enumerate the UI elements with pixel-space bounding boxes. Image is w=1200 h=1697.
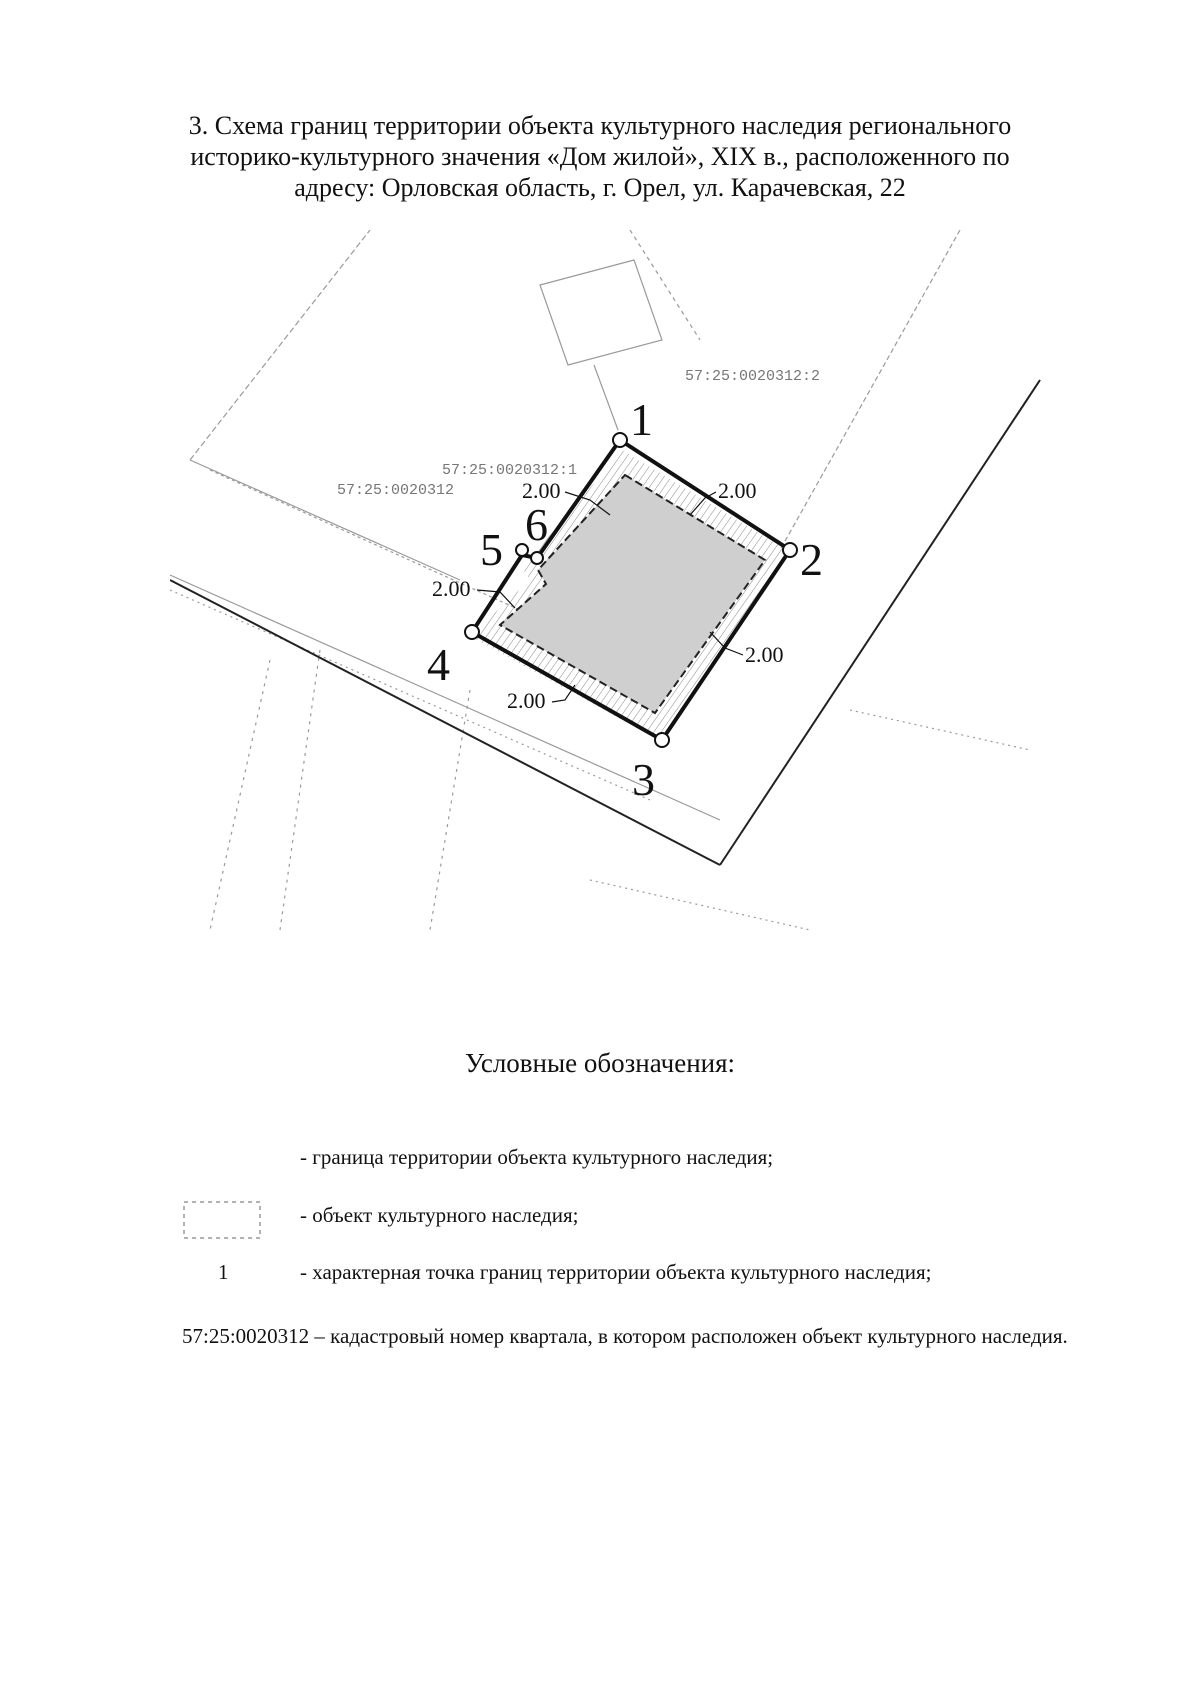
title-line-2: историко-культурного значения «Дом жилой», XIX в., расположенного по xyxy=(190,142,1010,171)
legend-object-symbol xyxy=(182,1200,264,1242)
point-label-2: 2 xyxy=(800,534,823,585)
point-label-3: 3 xyxy=(632,754,655,805)
point-label-4: 4 xyxy=(427,639,450,690)
legend-point-text: - характерная точка границ территории объекта культурного наследия; xyxy=(300,1260,932,1284)
offset-label-east: 2.00 xyxy=(745,642,784,667)
parcel-label-2: 57:25:0020312:2 xyxy=(685,368,821,385)
title-line-3: адресу: Орловская область, г. Орел, ул. Карачевская, 22 xyxy=(294,173,906,202)
parcel-label-1: 57:25:0020312:1 xyxy=(442,462,578,479)
page-title xyxy=(120,110,1080,203)
quarter-label: 57:25:0020312 xyxy=(337,482,455,499)
legend-boundary-text: - граница территории объекта культурного наследия; xyxy=(300,1145,774,1169)
boundary-scheme-map xyxy=(170,230,1130,1020)
legend-cadastral-number: 57:25:0020312 xyxy=(182,1324,310,1348)
legend-object-text: - объект культурного наследия; xyxy=(300,1203,579,1227)
offset-label-west: 2.00 xyxy=(432,576,471,601)
point-marker-2 xyxy=(783,543,797,557)
point-marker-1 xyxy=(613,433,627,447)
legend-row-cadastral xyxy=(182,1315,1102,1357)
legend-row-point xyxy=(300,1260,931,1285)
point-label-1: 1 xyxy=(630,394,653,445)
legend-point-symbol: 1 xyxy=(218,1260,229,1284)
point-label-5: 5 xyxy=(480,524,503,575)
offset-label-south: 2.00 xyxy=(507,688,546,713)
legend-row-boundary xyxy=(300,1145,773,1170)
point-marker-3 xyxy=(655,733,669,747)
offset-label-north-west: 2.00 xyxy=(522,478,561,503)
title-line-1: 3. Схема границ территории объекта культурного наследия регионального xyxy=(188,111,1012,140)
point-label-6: 6 xyxy=(525,499,548,550)
point-marker-4 xyxy=(465,625,479,639)
point-marker-6 xyxy=(531,552,543,564)
legend-heading: Условные обозначения: xyxy=(464,1048,736,1078)
offset-label-north-east: 2.00 xyxy=(718,478,757,503)
legend-cadastral-text: – кадастровый номер квартала, в котором расположен объект культурного наследия. xyxy=(309,1324,1068,1348)
legend-row-object xyxy=(300,1203,578,1228)
